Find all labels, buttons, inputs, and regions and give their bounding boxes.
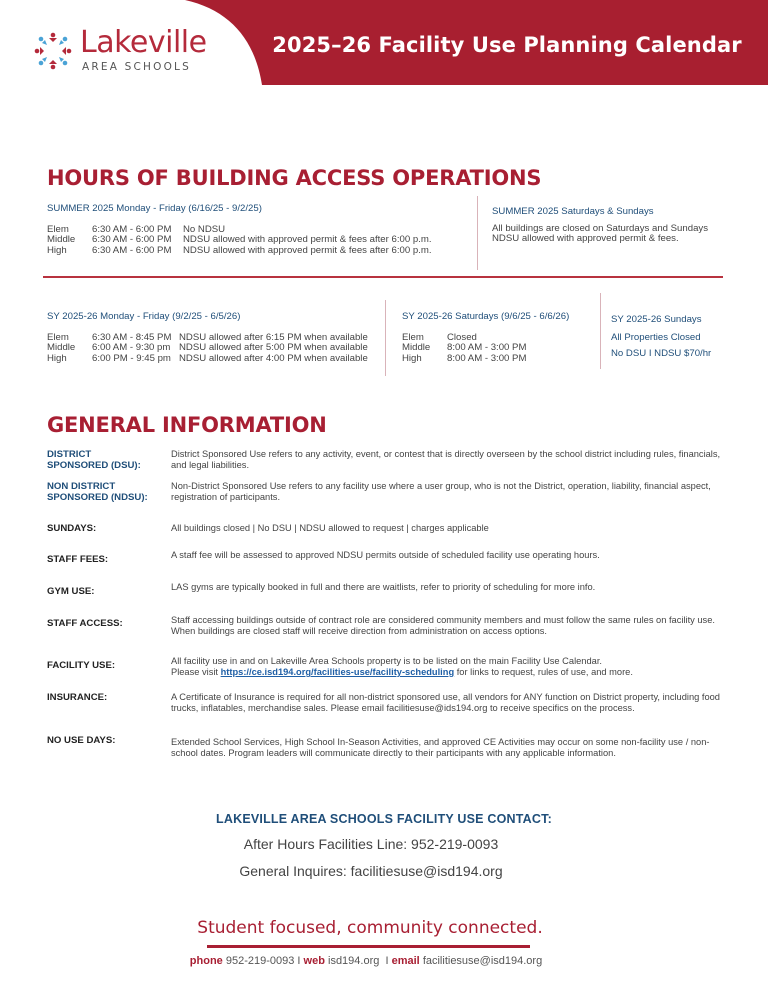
note: No NDSU xyxy=(183,223,226,235)
info-text-line1: All facility use in and on Lakeville Area Schools property is to be listed on the main Facility Use Calendar. xyxy=(171,656,602,666)
district-logo[interactable] xyxy=(33,25,207,76)
info-text: A Certificate of Insurance is required for all non-district sponsored use, all vendors for ANY function on District property, including food trucks, inflatables, merchandise sales. Please email facilitiesuse@ids194.org to receive specifics on the process. xyxy=(171,692,720,713)
note: NDSU allowed with approved permit & fees after 6:00 p.m. xyxy=(183,234,432,246)
summer-weekend-line1: All buildings are closed on Saturdays and Sundays xyxy=(492,222,708,234)
info-label: STAFF FEES: xyxy=(47,554,109,565)
level-label: High xyxy=(402,352,422,364)
time-range: 8:00 AM - 3:00 PM xyxy=(447,352,527,364)
time-range: 6:30 AM - 6:00 PM xyxy=(92,244,172,256)
sy-sunday-title: SY 2025-26 Sundays xyxy=(611,314,702,325)
info-label: NO USE DAYS: xyxy=(47,735,116,746)
info-text: A staff fee will be assessed to approved NDSU permits outside of scheduled facility use operating hours. xyxy=(171,550,600,560)
after-hours-line: After Hours Facilities Line: 952-219-0093 xyxy=(243,836,499,852)
info-text: District Sponsored Use refers to any activity, event, or contest that is directly overseen by the school district including rules, financials, and legal liabilities. xyxy=(171,449,721,470)
info-text: Non-District Sponsored Use refers to any facility use where a user group, who is not the District, operation, liability, financial aspect, registration of participants. xyxy=(171,481,711,502)
level-label: High xyxy=(47,244,67,256)
phone-label: phone xyxy=(189,955,223,967)
info-text-post: for links to request, rules of use, and more. xyxy=(454,667,633,677)
info-text: Extended School Services, High School In-Season Activities, and approved CE Activities may occur on some non-facility use / non-school dates. Program leaders will communicate directly to their participants with any applicable information. xyxy=(171,737,710,758)
time-range: 6:00 AM - 9:30 pm xyxy=(92,342,171,354)
time-range: 6:30 AM - 6:00 PM xyxy=(92,223,172,235)
info-label-line2: SPONSORED (NDSU): xyxy=(47,492,148,503)
info-text: All buildings closed | No DSU | NDSU allowed to request | charges applicable xyxy=(171,523,489,533)
web-link[interactable]: isd194.org xyxy=(328,955,380,967)
info-text: LAS gyms are typically booked in full and there are waitlists, refer to priority of scheduling for more info. xyxy=(171,582,596,592)
summer-weekend-title: SUMMER 2025 Saturdays & Sundays xyxy=(492,206,654,217)
info-label: STAFF ACCESS: xyxy=(47,618,123,629)
section-divider xyxy=(43,276,723,278)
info-label: SUNDAYS: xyxy=(47,523,97,534)
summer-weekday-block xyxy=(47,204,432,256)
hours-heading: HOURS OF BUILDING ACCESS OPERATIONS xyxy=(47,166,542,190)
logo-people-icon xyxy=(33,31,73,71)
sy-sunday-block xyxy=(611,312,711,362)
time-range: 8:00 AM - 3:00 PM xyxy=(447,342,527,354)
info-label: INSURANCE: xyxy=(47,692,108,703)
info-label xyxy=(47,449,141,471)
level-label: Elem xyxy=(402,331,424,343)
info-label-line1: NON DISTRICT xyxy=(47,481,116,492)
level-label: High xyxy=(47,352,67,364)
schedule-row xyxy=(47,354,368,365)
info-text xyxy=(171,656,721,678)
note: NDSU allowed with approved permit & fees after 6:00 p.m. xyxy=(183,244,432,256)
info-label xyxy=(47,481,148,503)
schedule-row xyxy=(47,246,432,257)
info-label-line1: DISTRICT xyxy=(47,449,92,460)
header-banner xyxy=(0,0,768,85)
sy-sunday-line1: All Properties Closed xyxy=(611,332,701,343)
info-text-line2 xyxy=(171,667,721,678)
slogan: Student focused, community connected. xyxy=(197,918,543,938)
info-label: GYM USE: xyxy=(47,586,95,597)
level-label: Elem xyxy=(47,223,69,235)
phone-value[interactable]: 952-219-0093 xyxy=(225,955,295,967)
time-range: 6:30 AM - 8:45 PM xyxy=(92,331,172,343)
contact-title: LAKEVILLE AREA SCHOOLS FACILITY USE CONTACT: xyxy=(216,812,552,826)
level-label: Middle xyxy=(47,234,76,246)
note: NDSU allowed after 6:15 PM when available xyxy=(179,331,368,343)
logo-name: Lakeville xyxy=(80,25,207,60)
email-label: email xyxy=(391,955,420,967)
info-text-pre: Please visit xyxy=(171,667,221,677)
sy-weekday-block xyxy=(47,312,368,364)
slogan-underline xyxy=(207,945,530,948)
note: NDSU allowed after 5:00 PM when available xyxy=(179,342,368,354)
web-label: web xyxy=(303,955,325,967)
divider-vertical xyxy=(477,196,478,270)
note: NDSU allowed after 4:00 PM when available xyxy=(179,352,368,364)
level-label: Middle xyxy=(47,342,76,354)
sy-saturday-block xyxy=(402,312,569,364)
info-label: FACILITY USE: xyxy=(47,660,116,671)
summer-weekend-line2: NDSU allowed with approved permit & fees. xyxy=(492,233,679,245)
level-label: Elem xyxy=(47,331,69,343)
time-range: Closed xyxy=(447,331,477,343)
time-range: 6:00 PM - 9:45 pm xyxy=(92,352,171,364)
schedule-row xyxy=(402,354,569,365)
logo-subtitle: AREA SCHOOLS xyxy=(82,61,191,73)
summer-weekend-block xyxy=(492,207,708,245)
sy-weekday-title: SY 2025-26 Monday - Friday (9/2/25 - 6/5/26) xyxy=(47,311,241,322)
info-label-line2: SPONSORED (DSU): xyxy=(47,460,141,471)
divider-vertical xyxy=(385,300,386,376)
divider-vertical xyxy=(600,293,601,369)
info-text: Staff accessing buildings outside of contract role are considered community members and must follow the same rules on facility use. When buildings are closed staff will receive direction from administration on access options. xyxy=(171,615,715,636)
general-info-heading: GENERAL INFORMATION xyxy=(47,413,327,437)
footer-contact: phone 952-219-0093 I web isd194.org I email facilitiesuse@isd194.org xyxy=(189,955,543,967)
page-title: 2025–26 Facility Use Planning Calendar xyxy=(272,33,742,57)
time-range: 6:30 AM - 6:00 PM xyxy=(92,234,172,246)
sy-saturday-title: SY 2025-26 Saturdays (9/6/25 - 6/6/26) xyxy=(402,311,570,322)
summer-weekday-title: SUMMER 2025 Monday - Friday (6/16/25 - 9/2/25) xyxy=(47,203,262,214)
email-link[interactable]: facilitiesuse@isd194.org xyxy=(422,955,543,967)
general-inquiries-line: General Inquires: facilitiesuse@isd194.org xyxy=(239,863,503,879)
facility-scheduling-link[interactable]: https://ce.isd194.org/facilities-use/facility-scheduling xyxy=(220,667,455,677)
level-label: Middle xyxy=(402,342,431,354)
sy-sunday-line2: No DSU I NDSU $70/hr xyxy=(611,348,712,359)
